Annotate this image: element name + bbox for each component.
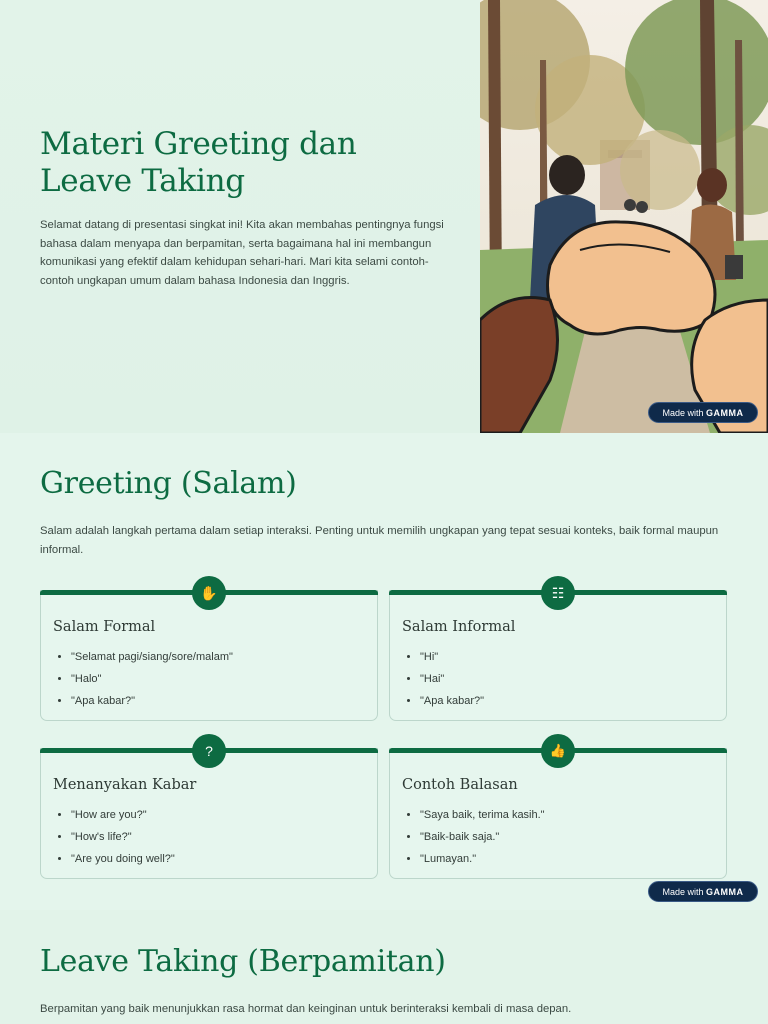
- card-list: [420, 804, 545, 870]
- thumbs-up-icon: [541, 734, 575, 768]
- list-item: • "How are you?": [71, 804, 175, 826]
- card-salam-formal: [40, 584, 378, 721]
- card-salam-informal: [389, 584, 727, 721]
- list-item: • "Baik-baik saja.": [420, 826, 545, 848]
- intro-text-block: [40, 126, 445, 290]
- badge-brand: GAMMA: [706, 408, 744, 418]
- leave-taking-title: Leave Taking (Berpamitan): [40, 944, 446, 979]
- greeting-slide: [0, 433, 768, 910]
- made-with-gamma-badge[interactable]: [648, 881, 758, 902]
- chat-icon: [541, 576, 575, 610]
- card-title: Salam Formal: [53, 619, 156, 635]
- list-item: • "Halo": [71, 668, 233, 690]
- leave-taking-lead: Berpamitan yang baik menunjukkan rasa hormat dan keinginan untuk berinteraksi kembali di masa depan.: [40, 1003, 572, 1015]
- card-title: Menanyakan Kabar: [53, 777, 197, 793]
- card-list: [71, 646, 233, 712]
- made-with-gamma-badge[interactable]: [648, 402, 758, 423]
- card-list: [420, 646, 484, 712]
- list-item: • "How's life?": [71, 826, 175, 848]
- list-item: • "Are you doing well?": [71, 848, 175, 870]
- card-list: [71, 804, 175, 870]
- badge-prefix: Made with: [662, 887, 704, 897]
- badge-brand: GAMMA: [706, 887, 744, 897]
- list-item: • "Apa kabar?": [71, 690, 233, 712]
- list-item: • "Saya baik, terima kasih.": [420, 804, 545, 826]
- intro-slide: [0, 0, 768, 433]
- greeting-lead: Salam adalah langkah pertama dalam setiap interaksi. Penting untuk memilih ungkapan yang tepat sesuai konteks, baik formal maupun informal.: [40, 525, 719, 556]
- park-hands-illustration: [480, 0, 768, 433]
- list-item: • "Lumayan.": [420, 848, 545, 870]
- list-item: • "Hai": [420, 668, 484, 690]
- greeting-title: Greeting (Salam): [40, 466, 297, 501]
- intro-paragraph: Selamat datang di presentasi singkat ini! Kita akan membahas pentingnya fungsi bahasa dalam menyapa dan berpamitan, serta bagaimana hal ini membangun komunikasi yang efektif dalam kehidupan sehari-hari. Mari kita selami contoh-contoh ungkapan umum dalam bahasa Indonesia dan Inggris.: [40, 219, 444, 287]
- question-icon: [192, 734, 226, 768]
- list-item: • "Hi": [420, 646, 484, 668]
- list-item: • "Apa kabar?": [420, 690, 484, 712]
- chat-glyph: ☷: [551, 584, 565, 601]
- list-item: • "Selamat pagi/siang/sore/malam": [71, 646, 233, 668]
- card-title: Contoh Balasan: [402, 777, 518, 793]
- leave-taking-slide: [0, 910, 768, 1024]
- page-title: Materi Greeting dan Leave Taking: [40, 126, 357, 199]
- wave-hand-glyph: ✋: [200, 584, 218, 601]
- card-menanyakan-kabar: [40, 743, 378, 879]
- card-contoh-balasan: [389, 743, 727, 879]
- card-title: Salam Informal: [402, 619, 516, 635]
- wave-hand-icon: [192, 576, 226, 610]
- thumbs-up-glyph: 👍: [549, 743, 567, 758]
- question-glyph: ?: [205, 743, 213, 759]
- hero-illustration: [480, 0, 768, 433]
- badge-prefix: Made with: [662, 408, 704, 418]
